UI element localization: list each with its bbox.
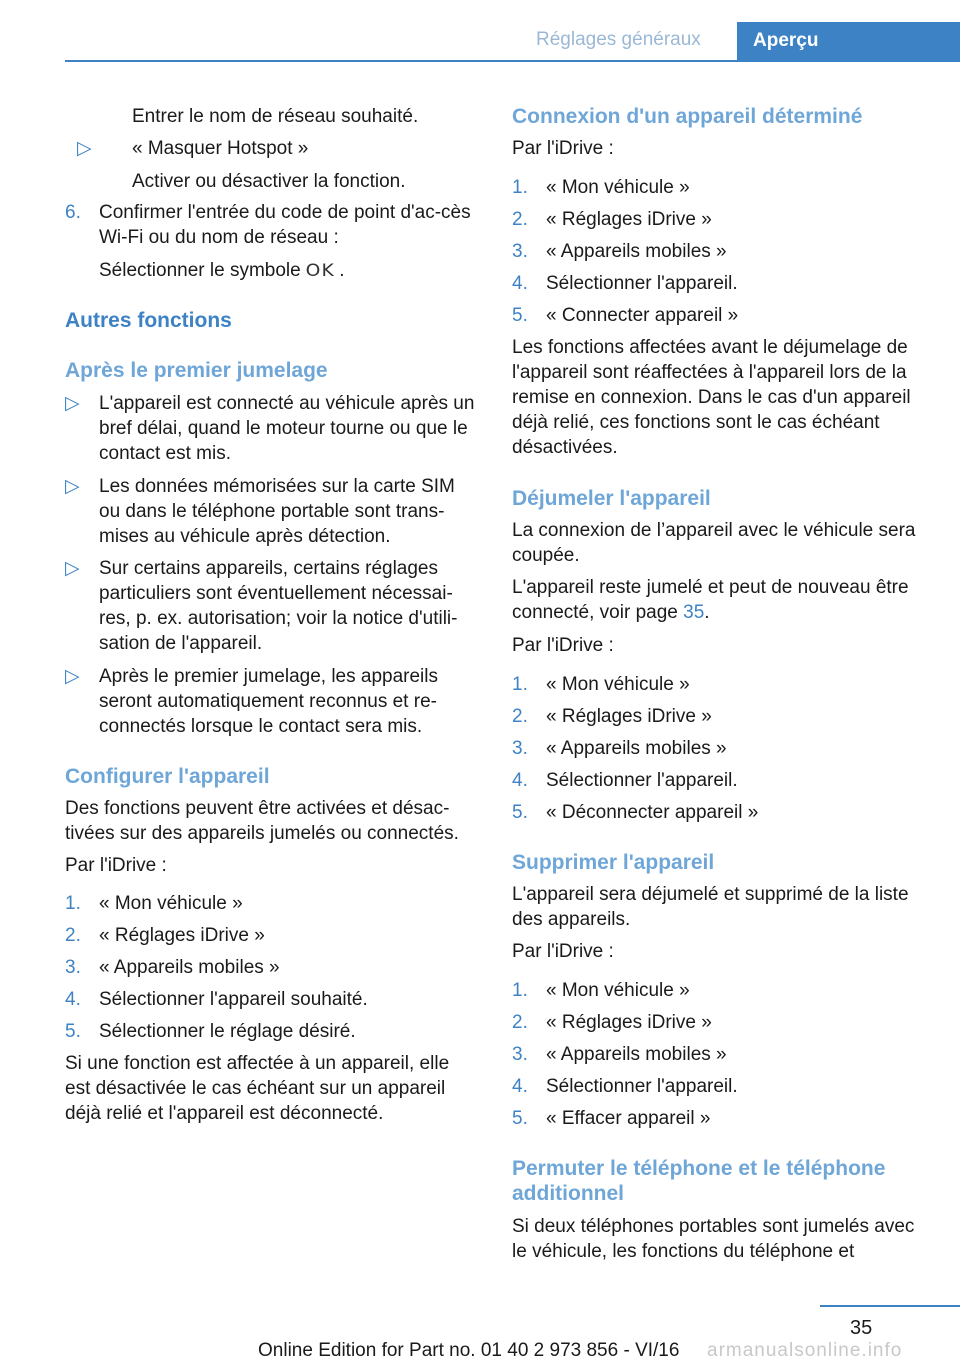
continuation-text: Entrer le nom de réseau souhaité. [132, 106, 419, 127]
step [65, 1019, 477, 1044]
step [512, 1042, 932, 1067]
step-number: 1. [512, 674, 528, 695]
list-item-text: « Masquer Hotspot » [132, 138, 309, 159]
continuation-text: Activer ou désactiver la fonction. [132, 171, 406, 192]
par-idrive-label: Par l'iDrive : [512, 941, 614, 962]
step-number: 3. [65, 957, 81, 978]
step-text: Sélectionner l'appareil. [546, 1076, 738, 1097]
step-number: 5. [512, 305, 528, 326]
page-reference-link[interactable]: 35 [683, 602, 705, 623]
step-number: 4. [512, 1076, 528, 1097]
step-text: Sélectionner l'appareil. [546, 273, 738, 294]
heading-autres-fonctions: Autres fonctions [65, 309, 232, 332]
step-text: « Mon véhicule » [546, 980, 690, 1001]
step-number: 3. [512, 241, 528, 262]
bullet-marker: ▷ [77, 138, 92, 159]
paragraph: La connexion de l’appareil avec le véhicule sera coupée. [512, 520, 916, 566]
step [512, 1074, 932, 1099]
step-number: 2. [512, 706, 528, 727]
watermark-text: armanualsonline.info [707, 1340, 903, 1361]
list-item [65, 556, 477, 656]
heading-supprimer-appareil: Supprimer l'appareil [512, 851, 715, 874]
step [512, 704, 932, 729]
step-text: « Mon véhicule » [546, 674, 690, 695]
step-6-subtext [99, 258, 477, 284]
list-item-text: Après le premier jumelage, les appareils seront automatiquement reconnus et re-connectés lorsque le contact sera mis. [99, 666, 438, 737]
step-number: 5. [65, 1021, 81, 1042]
punctuation: . [339, 260, 345, 281]
step-text: Sélectionner l'appareil. [546, 770, 738, 791]
header-tab-apercu [737, 22, 960, 62]
step-number: 2. [512, 209, 528, 230]
step-number: 6. [65, 202, 81, 223]
step-number: 3. [512, 738, 528, 759]
list-item [65, 664, 477, 739]
step-text: « Appareils mobiles » [99, 957, 280, 978]
heading-dejumeler-appareil: Déjumeler l'appareil [512, 487, 711, 510]
step-text: « Connecter appareil » [546, 305, 739, 326]
ok-symbol-icon: OK [305, 261, 335, 281]
step-text: « Réglages iDrive » [546, 706, 712, 727]
step-number: 5. [512, 1108, 528, 1129]
step [512, 271, 932, 296]
step-text: « Réglages iDrive » [546, 1012, 712, 1033]
header-tab-label: Aperçu [753, 30, 819, 51]
step [512, 207, 932, 232]
step [65, 891, 477, 916]
punctuation: . [704, 602, 710, 623]
step-number: 2. [65, 925, 81, 946]
list-item-text: Sur certains appareils, certains réglages particuliers sont éventuellement nécessai-res, p. ex. autorisation; voir la notice d'utili-sation de l'appareil. [99, 558, 458, 654]
list-item-text: L'appareil est connecté au véhicule après un bref délai, quand le moteur tourne ou que le contact est mis. [99, 393, 475, 464]
list-item-text: Les données mémorisées sur la carte SIM ou dans le téléphone portable sont trans-mises au véhicule après détection. [99, 476, 455, 547]
step-6-subtext-label: Sélectionner le symbole [99, 260, 301, 281]
heading-configurer-appareil: Configurer l'appareil [65, 765, 270, 788]
step [65, 923, 477, 948]
heading-connexion-appareil: Connexion d'un appareil déterminé [512, 105, 863, 128]
step [512, 1010, 932, 1035]
step-number: 5. [512, 802, 528, 823]
step [512, 1106, 932, 1131]
step-number: 4. [512, 273, 528, 294]
bullet-marker: ▷ [65, 393, 80, 414]
page-number: 35 [850, 1317, 873, 1339]
step [512, 800, 932, 825]
footer-edition-text: Online Edition for Part no. 01 40 2 973 856 - VI/16 [258, 1340, 680, 1361]
step [65, 955, 477, 980]
step-number: 2. [512, 1012, 528, 1033]
heading-permuter-telephone: Permuter le téléphone et le téléphone additionnel [512, 1157, 886, 1205]
paragraph: Si une fonction est affectée à un appareil, elle est désactivée le cas échéant sur un appareil déjà relié et l'appareil est déconnecté. [65, 1053, 450, 1124]
step [512, 736, 932, 761]
list-item [65, 474, 477, 549]
bullet-marker: ▷ [65, 666, 80, 687]
paragraph: Des fonctions peuvent être activées et désac-tivées sur des appareils jumelés ou connectés. [65, 798, 459, 844]
step-text: Sélectionner l'appareil souhaité. [99, 989, 368, 1010]
step-text: « Mon véhicule » [99, 893, 243, 914]
heading-apres-jumelage: Après le premier jumelage [65, 359, 328, 382]
step-number: 4. [65, 989, 81, 1010]
paragraph: L'appareil sera déjumelé et supprimé de la liste des appareils. [512, 884, 909, 930]
step-number: 1. [512, 177, 528, 198]
step-text: « Appareils mobiles » [546, 738, 727, 759]
step [65, 987, 477, 1012]
step-text: « Mon véhicule » [546, 177, 690, 198]
paragraph: Les fonctions affectées avant le déjumelage de l'appareil sont réaffectées à l'appareil lors de la remise en connexion. Dans le cas d'un appareil déjà relié, ces fonctions sont le cas échéant désactivées. [512, 337, 911, 458]
step-number: 1. [512, 980, 528, 1001]
step [512, 239, 932, 264]
header-rule [65, 60, 960, 62]
step [512, 303, 932, 328]
step [512, 175, 932, 200]
bullet-marker: ▷ [65, 558, 80, 579]
step-text: Sélectionner le réglage désiré. [99, 1021, 356, 1042]
step-text: « Appareils mobiles » [546, 1044, 727, 1065]
step [512, 978, 932, 1003]
step-text: « Réglages iDrive » [99, 925, 265, 946]
par-idrive-label: Par l'iDrive : [512, 635, 614, 656]
step-number: 3. [512, 1044, 528, 1065]
step-number: 4. [512, 770, 528, 791]
step-6 [65, 200, 477, 250]
step-text: « Réglages iDrive » [546, 209, 712, 230]
step-text: Confirmer l'entrée du code de point d'ac-cès Wi-Fi ou du nom de réseau : [99, 202, 471, 248]
par-idrive-label: Par l'iDrive : [65, 855, 167, 876]
footer-rule [820, 1305, 960, 1307]
paragraph-text: L'appareil reste jumelé et peut de nouveau être connecté, voir page [512, 577, 909, 623]
paragraph [512, 575, 932, 625]
step [512, 768, 932, 793]
list-item [65, 391, 477, 466]
step-text: « Effacer appareil » [546, 1108, 711, 1129]
step-number: 1. [65, 893, 81, 914]
paragraph: Si deux téléphones portables sont jumelés avec le véhicule, les fonctions du téléphone et [512, 1216, 915, 1262]
header-section-title: Réglages généraux [536, 29, 701, 50]
step-text: « Appareils mobiles » [546, 241, 727, 262]
par-idrive-label: Par l'iDrive : [512, 138, 614, 159]
bullet-marker: ▷ [65, 476, 80, 497]
step-text: « Déconnecter appareil » [546, 802, 759, 823]
list-item [77, 136, 477, 161]
step [512, 672, 932, 697]
